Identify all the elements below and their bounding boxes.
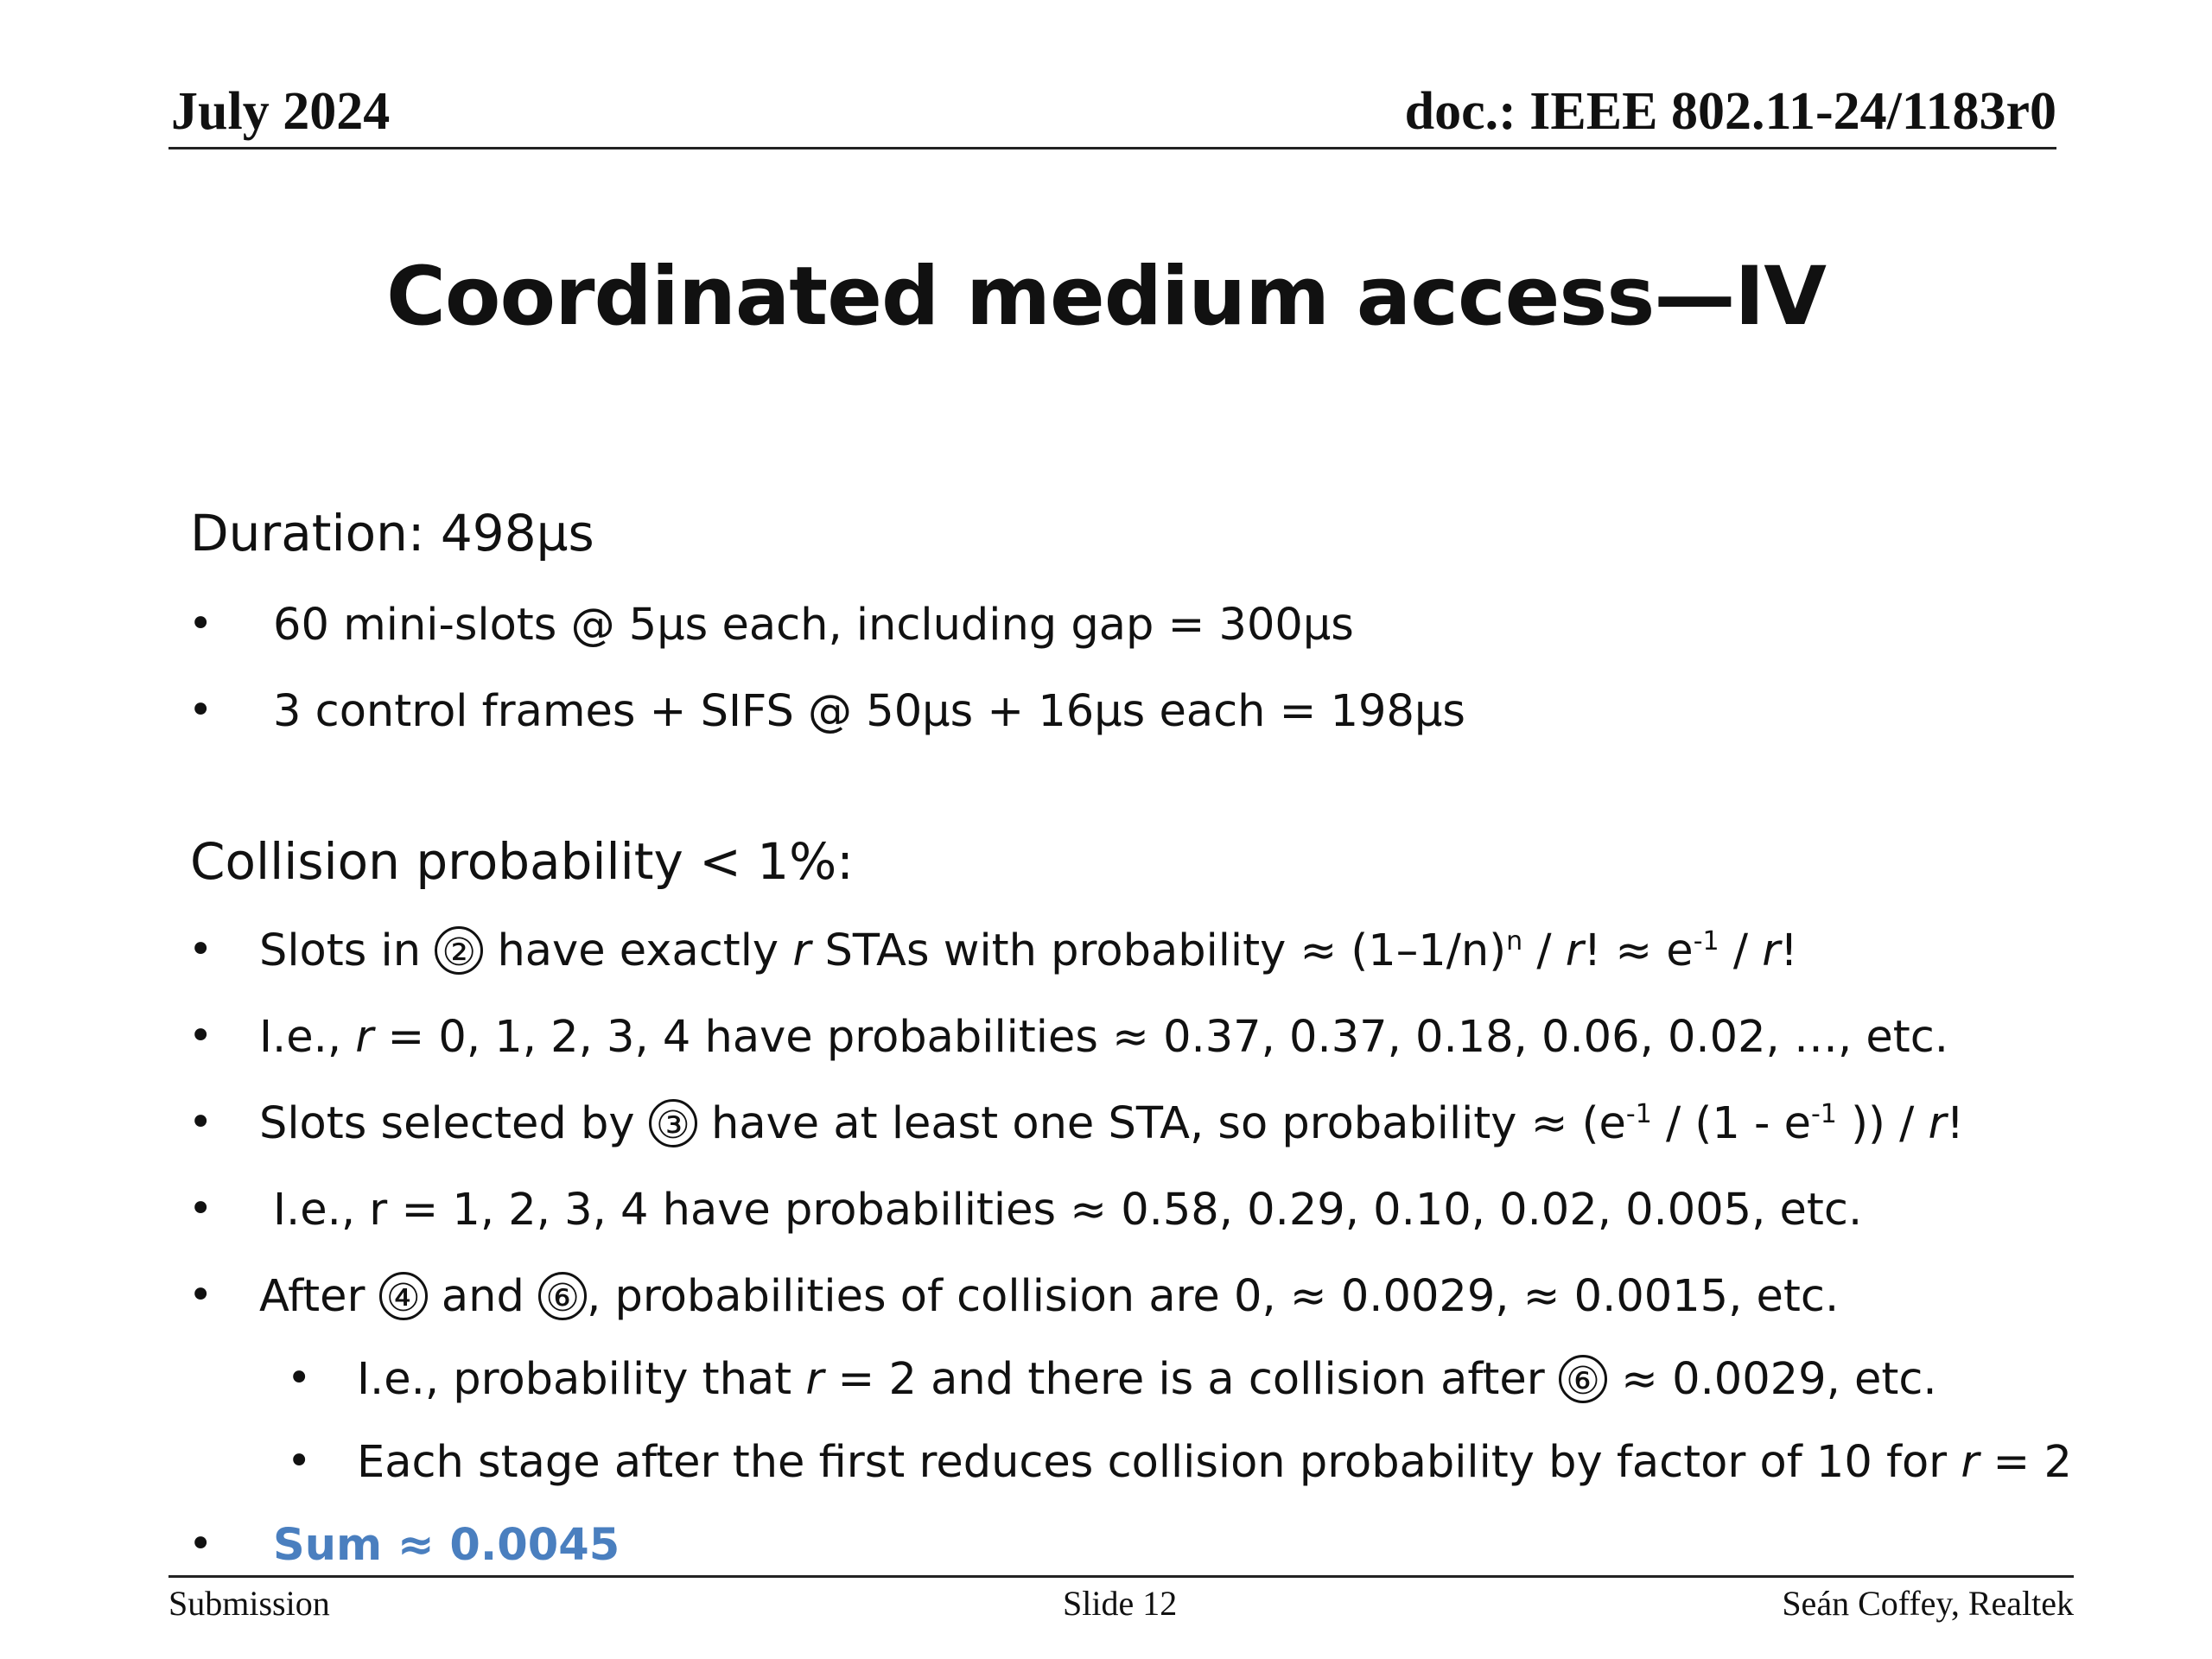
footer-slide-number: Slide 12 <box>1063 1584 1178 1623</box>
bullet-dot: • <box>188 600 213 648</box>
bullet-dot: • <box>188 1271 213 1319</box>
bullet-text: After ④ and ⑥ , probabilities of collision are 0, ≈ 0.0029, ≈ 0.0015, etc. <box>259 1271 1840 1322</box>
bullet-dot: • <box>188 925 213 974</box>
bullet-dot: • <box>287 1354 312 1402</box>
bullet-text: I.e., r = 1, 2, 3, 4 have probabilities ≈ 0.58, 0.29, 0.10, 0.02, 0.005, etc. <box>273 1185 1863 1236</box>
bullet-dot: • <box>188 686 213 734</box>
bullet-text: I.e., probability that r = 2 and there is a collision after ⑥ ≈ 0.0029, etc. <box>357 1354 1937 1405</box>
bullet-text: I.e., r = 0, 1, 2, 3, 4 have probabilities ≈ 0.37, 0.37, 0.18, 0.06, 0.02, …, etc. <box>259 1012 1949 1063</box>
bullet-dot: • <box>287 1437 312 1485</box>
header-divider <box>168 147 2056 149</box>
bullet-dot: • <box>188 1520 213 1568</box>
slide-title: Coordinated medium access—IV <box>385 250 1827 344</box>
header-doc-id: doc.: IEEE 802.11-24/1183r0 <box>1404 82 2056 141</box>
footer-submission: Submission <box>168 1584 330 1623</box>
bullet-text: 60 mini-slots @ 5µs each, including gap = 300µs <box>273 600 1354 651</box>
bullet-dot: • <box>188 1012 213 1060</box>
collision-heading: Collision probability < 1%: <box>190 832 854 891</box>
step-3-marker: ③ <box>649 1099 697 1147</box>
bullet-text: 3 control frames + SIFS @ 50µs + 16µs each = 198µs <box>273 686 1465 737</box>
step-4-marker: ④ <box>379 1272 428 1320</box>
header-date: July 2024 <box>171 82 391 141</box>
footer-author: Seán Coffey, Realtek <box>1782 1584 2074 1623</box>
step-6-marker: ⑥ <box>538 1272 587 1320</box>
duration-heading: Duration: 498µs <box>190 504 594 563</box>
footer-divider <box>168 1575 2074 1578</box>
step-2-marker: ② <box>435 926 483 975</box>
step-6-marker: ⑥ <box>1559 1355 1607 1403</box>
bullet-text: Each stage after the first reduces collision probability by factor of 10 for r = 2 <box>357 1437 2072 1488</box>
sum-text: Sum ≈ 0.0045 <box>273 1520 620 1571</box>
bullet-text: Slots in ② have exactly r STAs with probability ≈ $(1-1/n)^n$ / r! ≈ $e^{-1}$ / r! <box>259 925 1798 976</box>
bullet-dot: • <box>188 1185 213 1233</box>
bullet-text: Slots selected by ③ have at least one STA, so probability ≈ ($e^{-1} / (1 - e^{-1}$ )) / r! <box>259 1098 1964 1149</box>
bullet-dot: • <box>188 1098 213 1147</box>
